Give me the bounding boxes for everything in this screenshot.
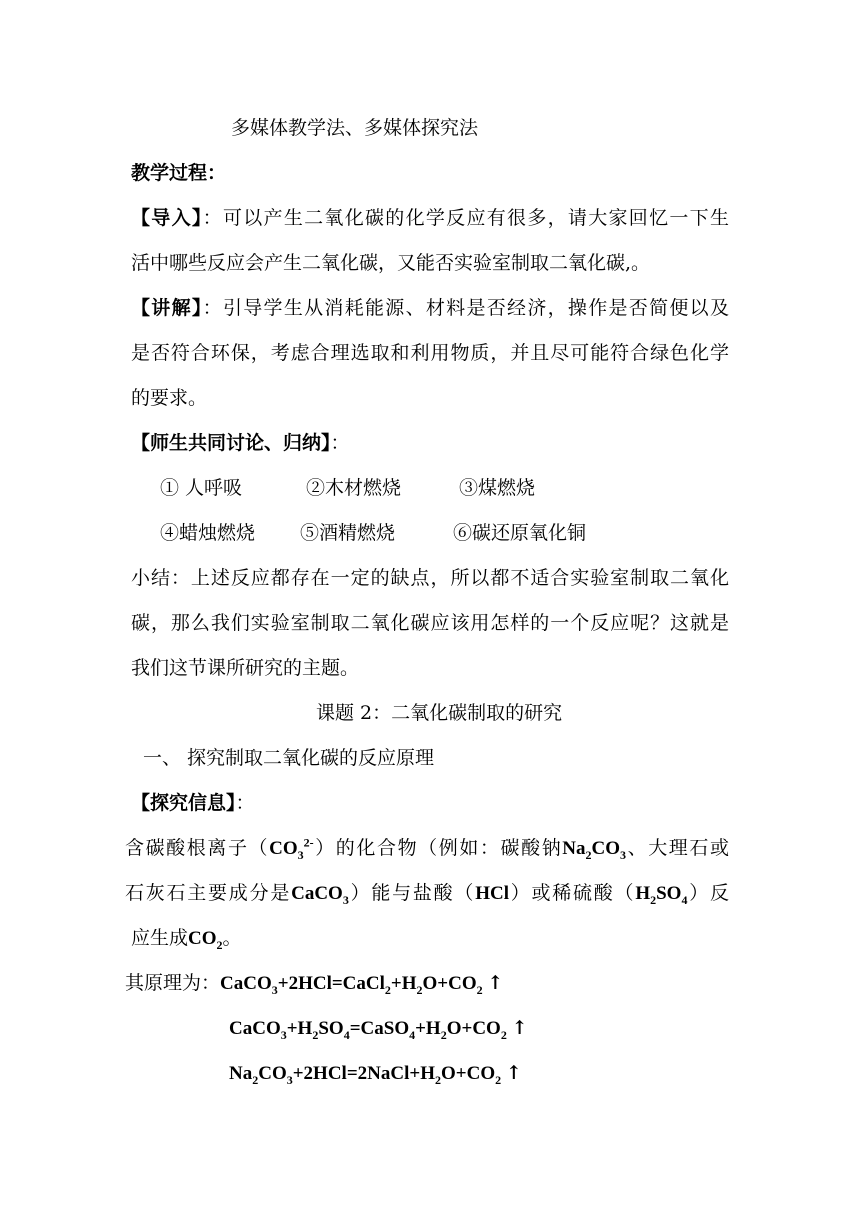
- discussion-item: ① 人呼吸: [160, 477, 243, 499]
- discussion-heading: 【师生共同讨论、归纳】：: [131, 432, 350, 454]
- section-one-heading: 一、 探究制取二氧化碳的反应原理: [143, 747, 435, 769]
- summary-line-3: 我们这节课所研究的主题。: [131, 657, 360, 679]
- equation-3: $Na_2CO_3+2HCl=2NaCl+H_2O+CO_2$ ↑: [229, 1062, 522, 1087]
- topic-title: 课题 2：二氧化碳制取的研究: [316, 702, 563, 724]
- teaching-method-line: 多媒体教学法、多媒体探究法: [231, 117, 479, 139]
- equation-1: 其原理为：$CaCO_3+2HCl=CaCl_2+H_2O+CO_2$ ↑: [125, 972, 504, 997]
- principle-label: 其原理为：: [125, 972, 221, 994]
- discussion-item: ③煤燃烧: [459, 477, 536, 499]
- info-line-2: 石灰石主要成分是CaCO$_3$）能与盐酸（HCl）或稀硫酸$(H_2SO_4)$反: [125, 882, 729, 907]
- hydrochloric-acid-formula: HCl: [475, 883, 509, 904]
- discussion-item: ②木材燃烧: [306, 477, 402, 499]
- summary-line-2: 碳，那么我们实验室制取二氧化碳应该用怎样的一个反应呢？这就是: [131, 612, 729, 634]
- gas-arrow-icon: ↑: [505, 1062, 522, 1084]
- intro-paragraph-line-2: 活中哪些反应会产生二氧化碳，又能否实验室制取二氧化碳,。: [131, 252, 651, 274]
- sodium-carbonate-formula: $Na_2CO_3$: [562, 838, 627, 862]
- sulfuric-acid-formula: $H_2SO_4$: [635, 883, 688, 907]
- info-line-1: 含碳酸根离子$(CO_3^{2-})$的化合物（例如：碳酸钠$Na_2CO_3$、大理石或: [125, 835, 729, 862]
- explain-paragraph-line-2: 是否符合环保，考虑合理选取和利用物质，并且尽可能符合绿色化学: [131, 342, 729, 364]
- teaching-process-heading: 教学过程：: [131, 162, 227, 184]
- gas-arrow-icon: ↑: [487, 972, 504, 994]
- equation-2: $CaCO_3+H_2SO_4=CaSO_4+H_2O+CO_2$ ↑: [229, 1017, 528, 1042]
- info-line-3: 应生成$CO_2$。: [131, 927, 242, 952]
- carbonate-ion-formula: $CO_3^{2-}$: [269, 835, 314, 862]
- explain-paragraph-line-1: 【讲解】：引导学生从消耗能源、材料是否经济，操作是否简便以及: [131, 297, 729, 319]
- explain-paragraph-line-3: 的要求。: [131, 387, 208, 409]
- discussion-item: ⑥碳还原氧化铜: [453, 522, 587, 544]
- inquiry-heading: 【探究信息】：: [131, 792, 255, 814]
- intro-label: 【导入】: [131, 207, 203, 229]
- discussion-item: ④蜡烛燃烧: [160, 522, 256, 544]
- gas-arrow-icon: ↑: [511, 1017, 528, 1039]
- discussion-item: ⑤酒精燃烧: [300, 522, 396, 544]
- intro-paragraph-line-1: 【导入】：可以产生二氧化碳的化学反应有很多，请大家回忆一下生: [131, 207, 729, 229]
- calcium-carbonate-formula: CaCO$_3$: [291, 883, 349, 907]
- summary-line-1: 小结：上述反应都存在一定的缺点，所以都不适合实验室制取二氧化: [131, 567, 729, 589]
- carbon-dioxide-formula: $CO_2$: [188, 928, 223, 952]
- explain-label: 【讲解】: [131, 297, 203, 319]
